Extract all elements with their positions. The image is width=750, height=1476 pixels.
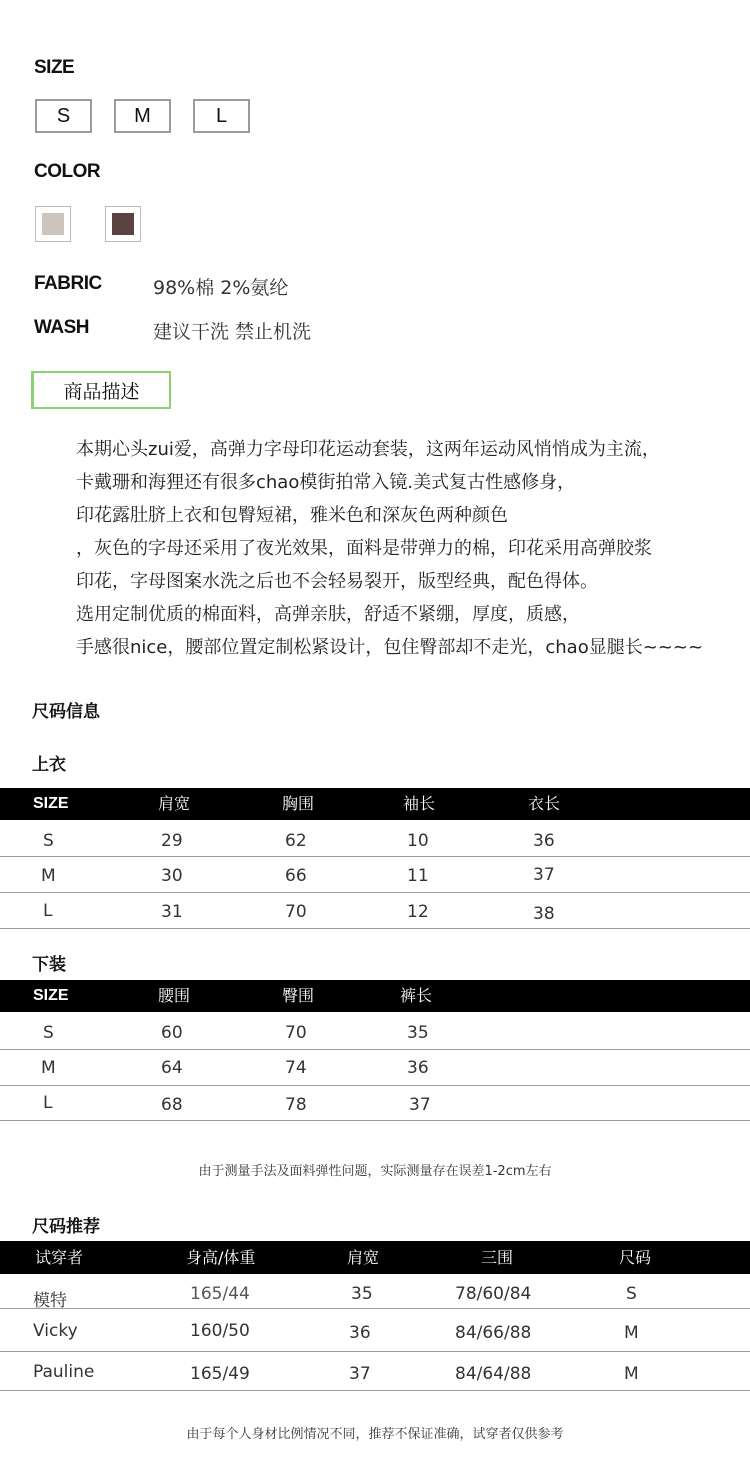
size-option-s[interactable]: S xyxy=(35,99,92,133)
table-cell: Pauline xyxy=(33,1362,95,1382)
size-option-m[interactable]: M xyxy=(114,99,171,133)
bottom-table-title: 下装 xyxy=(32,955,66,975)
description-line: 手感很nice，腰部位置定制松紧设计，包住臀部却不走光，chao显腿长~~~~ xyxy=(76,637,704,658)
description-text xyxy=(76,437,746,668)
table-row xyxy=(0,1086,750,1121)
size-info-title: 尺码信息 xyxy=(32,702,100,722)
table-cell: 74 xyxy=(285,1058,307,1078)
table-cell: 38 xyxy=(533,904,555,924)
description-line: ，灰色的字母还采用了夜光效果，面料是带弹力的棉，印花采用高弹胶浆 xyxy=(76,538,652,559)
header-cell: 胸围 xyxy=(282,794,315,813)
size-label: SIZE xyxy=(34,57,75,78)
table-row xyxy=(0,1309,750,1352)
table-cell: M xyxy=(624,1364,639,1384)
table-row xyxy=(0,1014,750,1050)
description-tab: 商品描述 xyxy=(31,371,171,409)
measurement-note: 由于测量手法及面料弹性问题，实际测量存在误差1-2cm左右 xyxy=(198,1164,552,1179)
table-cell: 29 xyxy=(161,831,183,851)
header-cell: 肩宽 xyxy=(347,1248,380,1267)
wash-value: 建议干洗 禁止机洗 xyxy=(153,321,312,343)
table-cell: 35 xyxy=(351,1284,373,1304)
fabric-value: 98%棉 2%氨纶 xyxy=(153,277,289,299)
table-cell: 模特 xyxy=(33,1291,67,1311)
color-swatch-beige[interactable] xyxy=(35,206,71,242)
table-cell: 37 xyxy=(409,1095,431,1115)
table-cell: 37 xyxy=(349,1364,371,1384)
table-cell: 68 xyxy=(161,1095,183,1115)
fabric-label: FABRIC xyxy=(34,273,102,294)
table-cell: 165/49 xyxy=(190,1364,250,1384)
table-cell: 62 xyxy=(285,831,307,851)
wash-label: WASH xyxy=(34,317,89,338)
table-row xyxy=(0,857,750,893)
description-line: 选用定制优质的棉面料，高弹亲肤，舒适不紧绷，厚度，质感， xyxy=(76,604,580,625)
table-row xyxy=(0,1050,750,1086)
table-cell: 60 xyxy=(161,1023,183,1043)
table-cell: 84/64/88 xyxy=(455,1364,532,1384)
table-cell: M xyxy=(624,1323,639,1343)
top-table-header xyxy=(0,788,750,820)
header-cell: 尺码 xyxy=(619,1248,652,1267)
table-cell: 10 xyxy=(407,831,429,851)
header-cell: SIZE xyxy=(33,987,69,1004)
table-cell: 36 xyxy=(349,1323,371,1343)
table-cell: 70 xyxy=(285,1023,307,1043)
table-row xyxy=(0,1352,750,1391)
table-row xyxy=(0,822,750,857)
table-cell: 78 xyxy=(285,1095,307,1115)
table-row xyxy=(0,1275,750,1309)
header-cell: 衣长 xyxy=(528,794,561,813)
color-label: COLOR xyxy=(34,161,101,182)
header-cell: 腰围 xyxy=(158,986,191,1005)
header-cell: SIZE xyxy=(33,795,69,812)
color-swatch-brown[interactable] xyxy=(105,206,141,242)
table-cell: S xyxy=(43,1023,54,1043)
header-cell: 身高/体重 xyxy=(186,1248,256,1267)
header-cell: 袖长 xyxy=(403,794,436,813)
table-cell: 30 xyxy=(161,866,183,886)
bottom-table-header xyxy=(0,980,750,1012)
table-cell: 35 xyxy=(407,1023,429,1043)
table-cell: L xyxy=(43,901,53,921)
recommend-note: 由于每个人身材比例情况不同，推荐不保证准确，试穿者仅供参考 xyxy=(186,1427,564,1442)
description-line: 印花露肚脐上衣和包臀短裙，雅米色和深灰色两种颜色 xyxy=(76,505,508,526)
table-cell: S xyxy=(43,831,54,851)
table-cell: 36 xyxy=(533,831,555,851)
header-cell: 三围 xyxy=(481,1248,514,1267)
table-cell: S xyxy=(626,1284,637,1304)
size-recommend-title: 尺码推荐 xyxy=(32,1217,100,1237)
beige-swatch-fill xyxy=(42,213,64,235)
table-cell: 37 xyxy=(533,865,555,885)
table-cell: 66 xyxy=(285,866,307,886)
header-cell: 裤长 xyxy=(400,986,433,1005)
table-cell: 160/50 xyxy=(190,1321,250,1341)
header-cell: 试穿者 xyxy=(35,1248,84,1267)
table-cell: 64 xyxy=(161,1058,183,1078)
table-cell: 12 xyxy=(407,902,429,922)
size-option-l[interactable]: L xyxy=(193,99,250,133)
table-cell: 78/60/84 xyxy=(455,1284,532,1304)
description-line: 本期心头zui爱，高弹力字母印花运动套装，这两年运动风悄悄成为主流， xyxy=(76,439,660,460)
table-cell: 84/66/88 xyxy=(455,1323,532,1343)
description-line: 印花，字母图案水洗之后也不会轻易裂开，版型经典，配色得体。 xyxy=(76,571,598,592)
header-cell: 肩宽 xyxy=(158,794,191,813)
table-cell: 36 xyxy=(407,1058,429,1078)
table-row xyxy=(0,893,750,929)
table-cell: 31 xyxy=(161,902,183,922)
table-cell: M xyxy=(41,1058,56,1078)
table-cell: 11 xyxy=(407,866,429,886)
description-line: 卡戴珊和海狸还有很多chao模街拍常入镜.美式复古性感修身， xyxy=(76,472,576,493)
header-cell: 臀围 xyxy=(282,986,315,1005)
top-table-title: 上衣 xyxy=(32,755,66,775)
table-cell: L xyxy=(43,1093,53,1113)
table-cell: Vicky xyxy=(33,1321,78,1341)
table-cell: 70 xyxy=(285,902,307,922)
brown-swatch-fill xyxy=(112,213,134,235)
recommend-table-header xyxy=(0,1241,750,1274)
table-cell: M xyxy=(41,866,56,886)
table-cell: 165/44 xyxy=(190,1284,250,1304)
